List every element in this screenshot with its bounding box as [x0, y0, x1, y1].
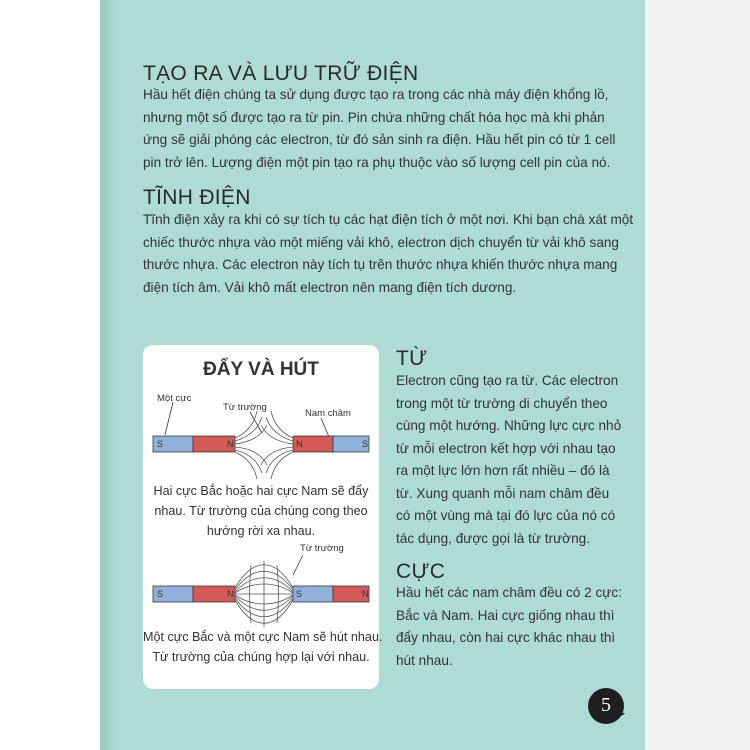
pointer-line [321, 418, 329, 437]
text-line: hút nhau. [396, 652, 453, 668]
field-line [271, 411, 293, 438]
field-lines-repel [235, 411, 293, 479]
paragraph-magnet [396, 370, 621, 550]
pole-letter-n: N [362, 589, 369, 599]
text-line: cùng một hướng. Những lực cực nhỏ [396, 418, 622, 433]
heading-static: TĨNH ĐIỆN [143, 186, 251, 209]
text-line: pin trở lên. Lượng điện một pin tạo ra phụ thuộc vào số lượng cell pin của nó. [143, 154, 611, 170]
text-line: Tĩnh điện xảy ra khi có sự tích tụ các hạt điện tích ở một nơi. Khi bạn chà xát một [143, 212, 634, 227]
text-line: Hầu hết các nam châm đều có 2 cực: [396, 585, 622, 600]
paragraph-storage [143, 84, 615, 174]
text-line: tác dụng, được gọi là từ trường. [396, 530, 590, 546]
heading-poles: CỰC [396, 560, 446, 583]
pointer-line [165, 402, 173, 435]
text-line: ứng sẽ giải phóng các electron, từ đó sản sinh ra điện. Hầu hết pin có từ 1 cell [143, 132, 616, 147]
caption-line: Từ trường của chúng hợp lại với nhau. [152, 650, 370, 664]
pole-letter-n: N [227, 589, 234, 599]
label-magnet: Nam châm [305, 408, 351, 419]
field-line [235, 452, 257, 479]
pole-letter-s: S [362, 439, 369, 449]
text-line: nhưng một số được tạo ra từ pin. Pin chứa những chất hóa học mà khi phản [143, 109, 605, 125]
caption-attract [143, 627, 383, 667]
text-line: điện tích âm. Vải khô mất electron nên mang điện tích dương. [143, 279, 517, 295]
text-line: trong một từ trường di chuyển theo [396, 395, 608, 411]
pole-letter-s: S [296, 589, 303, 599]
label-field: Từ trường [223, 402, 267, 413]
pointer-line [293, 555, 303, 575]
caption-repel [143, 481, 379, 541]
text-line: đẩy nhau, còn hai cực khác nhau thì [396, 630, 616, 645]
text-line: thước nhựa. Các electron này tích tụ trên thước nhựa khiến thước nhựa mang [143, 257, 618, 272]
heading-storage: TẠO RA VÀ LƯU TRỮ ĐIỆN [143, 62, 419, 85]
magnet-left-1 [153, 436, 235, 452]
text-line: có một vùng mà tại đó lực của nó có [396, 508, 616, 523]
pole-letter-n: N [296, 439, 303, 449]
text-line: chiếc thước nhựa vào một miếng vải khô, electron dịch chuyển từ vải khô sang [143, 234, 619, 250]
text-line: từ. Xung quanh mỗi nam châm đều [396, 485, 610, 501]
paragraph-poles [396, 582, 622, 672]
field-line [271, 452, 293, 479]
text-line: ra một lực lớn hơn rất nhiều – đó là [396, 463, 610, 478]
spine-shadow [100, 0, 118, 750]
caption-line: Hai cực Bắc hoặc hai cực Nam sẽ đẩy [153, 484, 369, 498]
text-line: Bắc và Nam. Hai cực giống nhau thì [396, 607, 615, 623]
caption-line: nhau. Từ trường của chúng cong theo [154, 504, 368, 518]
page-number: 5 [601, 694, 611, 716]
magnet-right-1 [293, 436, 369, 452]
label-field: Từ trường [300, 543, 344, 554]
field-line [235, 411, 257, 438]
heading-magnet: TỪ [396, 347, 428, 370]
pole-letter-s: S [157, 589, 164, 599]
text-line: từ mỗi electron kết hợp với nhau tạo [396, 440, 616, 456]
caption-line: hướng rời xa nhau. [206, 524, 316, 538]
magnet-left-2 [153, 586, 235, 602]
label-pole: Một cực [157, 393, 192, 404]
diagram-card [143, 345, 383, 689]
page-margin-right [645, 0, 750, 750]
pole-letter-s: S [157, 439, 164, 449]
text-line: Electron cũng tạo ra từ. Các electron [396, 373, 619, 388]
paragraph-static [143, 209, 633, 299]
caption-line: Một cực Bắc và một cực Nam sẽ hút nhau. [143, 630, 383, 644]
field-lines-attract [235, 561, 293, 627]
text-line: Hầu hết điện chúng ta sử dụng được tạo ra trong các nhà máy điện khổng lồ, [143, 87, 609, 102]
pole-letter-n: N [227, 439, 234, 449]
card-title: ĐẨY VÀ HÚT [203, 359, 319, 380]
magnet-right-2 [293, 586, 369, 602]
